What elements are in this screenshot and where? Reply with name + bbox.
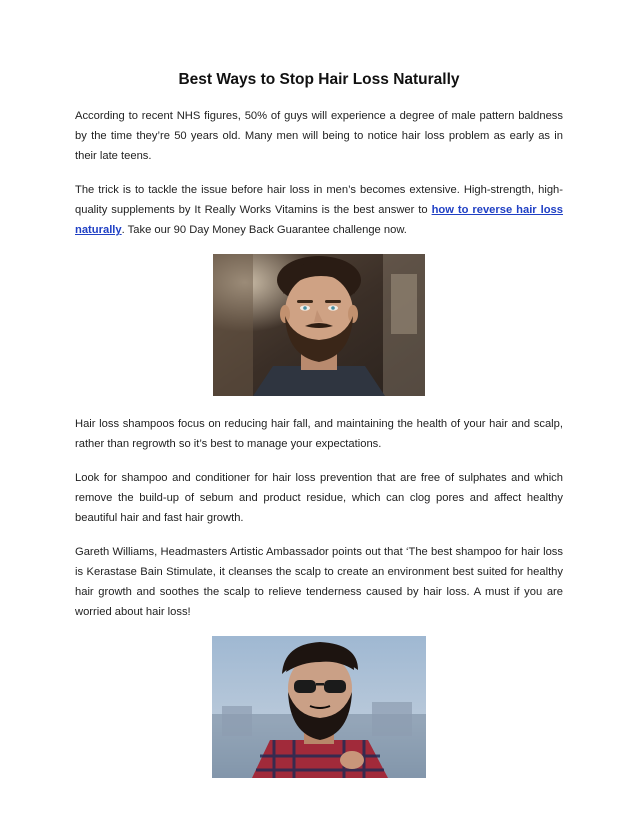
reverse-hair-loss-link[interactable]: how to reverse hair loss naturally (75, 204, 563, 236)
image-container-2 (75, 636, 563, 778)
paragraph-supplements-text-after: . Take our 90 Day Money Back Guarantee challenge now. (121, 224, 407, 236)
paragraph-quote: Gareth Williams, Headmasters Artistic Ambassador points out that ‘The best shampoo for hair loss is Kerastase Bain Stimulate, it cleanses the scalp to create an environment best suited for healthy hair growth and soothes the scalp to relieve tenderness caused by hair loss. A must if you are worried about hair loss! (75, 546, 563, 618)
paragraph-shampoos: Hair loss shampoos focus on reducing hair fall, and maintaining the health of your hair and scalp, rather than regrowth so it’s best to manage your expectations. (75, 418, 563, 450)
paragraph-conditioner: Look for shampoo and conditioner for hair loss prevention that are free of sulphates and which remove the build-up of sebum and product residue, which can clog pores and affect healthy beautiful hair and fast hair growth. (75, 472, 563, 524)
paragraph-supplements-text-before: The trick is to tackle the issue before hair loss in men’s becomes extensive. High-strength, high-quality supplements by It Really Works Vitamins is the best answer to (75, 184, 563, 216)
paragraph-supplements (75, 180, 563, 240)
document-body (75, 70, 563, 796)
man-with-sunglasses-photo (212, 636, 426, 778)
image-container-1 (75, 254, 563, 396)
paragraph-intro: According to recent NHS figures, 50% of guys will experience a degree of male pattern baldness by the time they’re 50 years old. Many men will being to notice hair loss problem as early as in their late teens. (75, 110, 563, 162)
page-title: Best Ways to Stop Hair Loss Naturally (178, 71, 460, 88)
bearded-man-photo (213, 254, 425, 396)
